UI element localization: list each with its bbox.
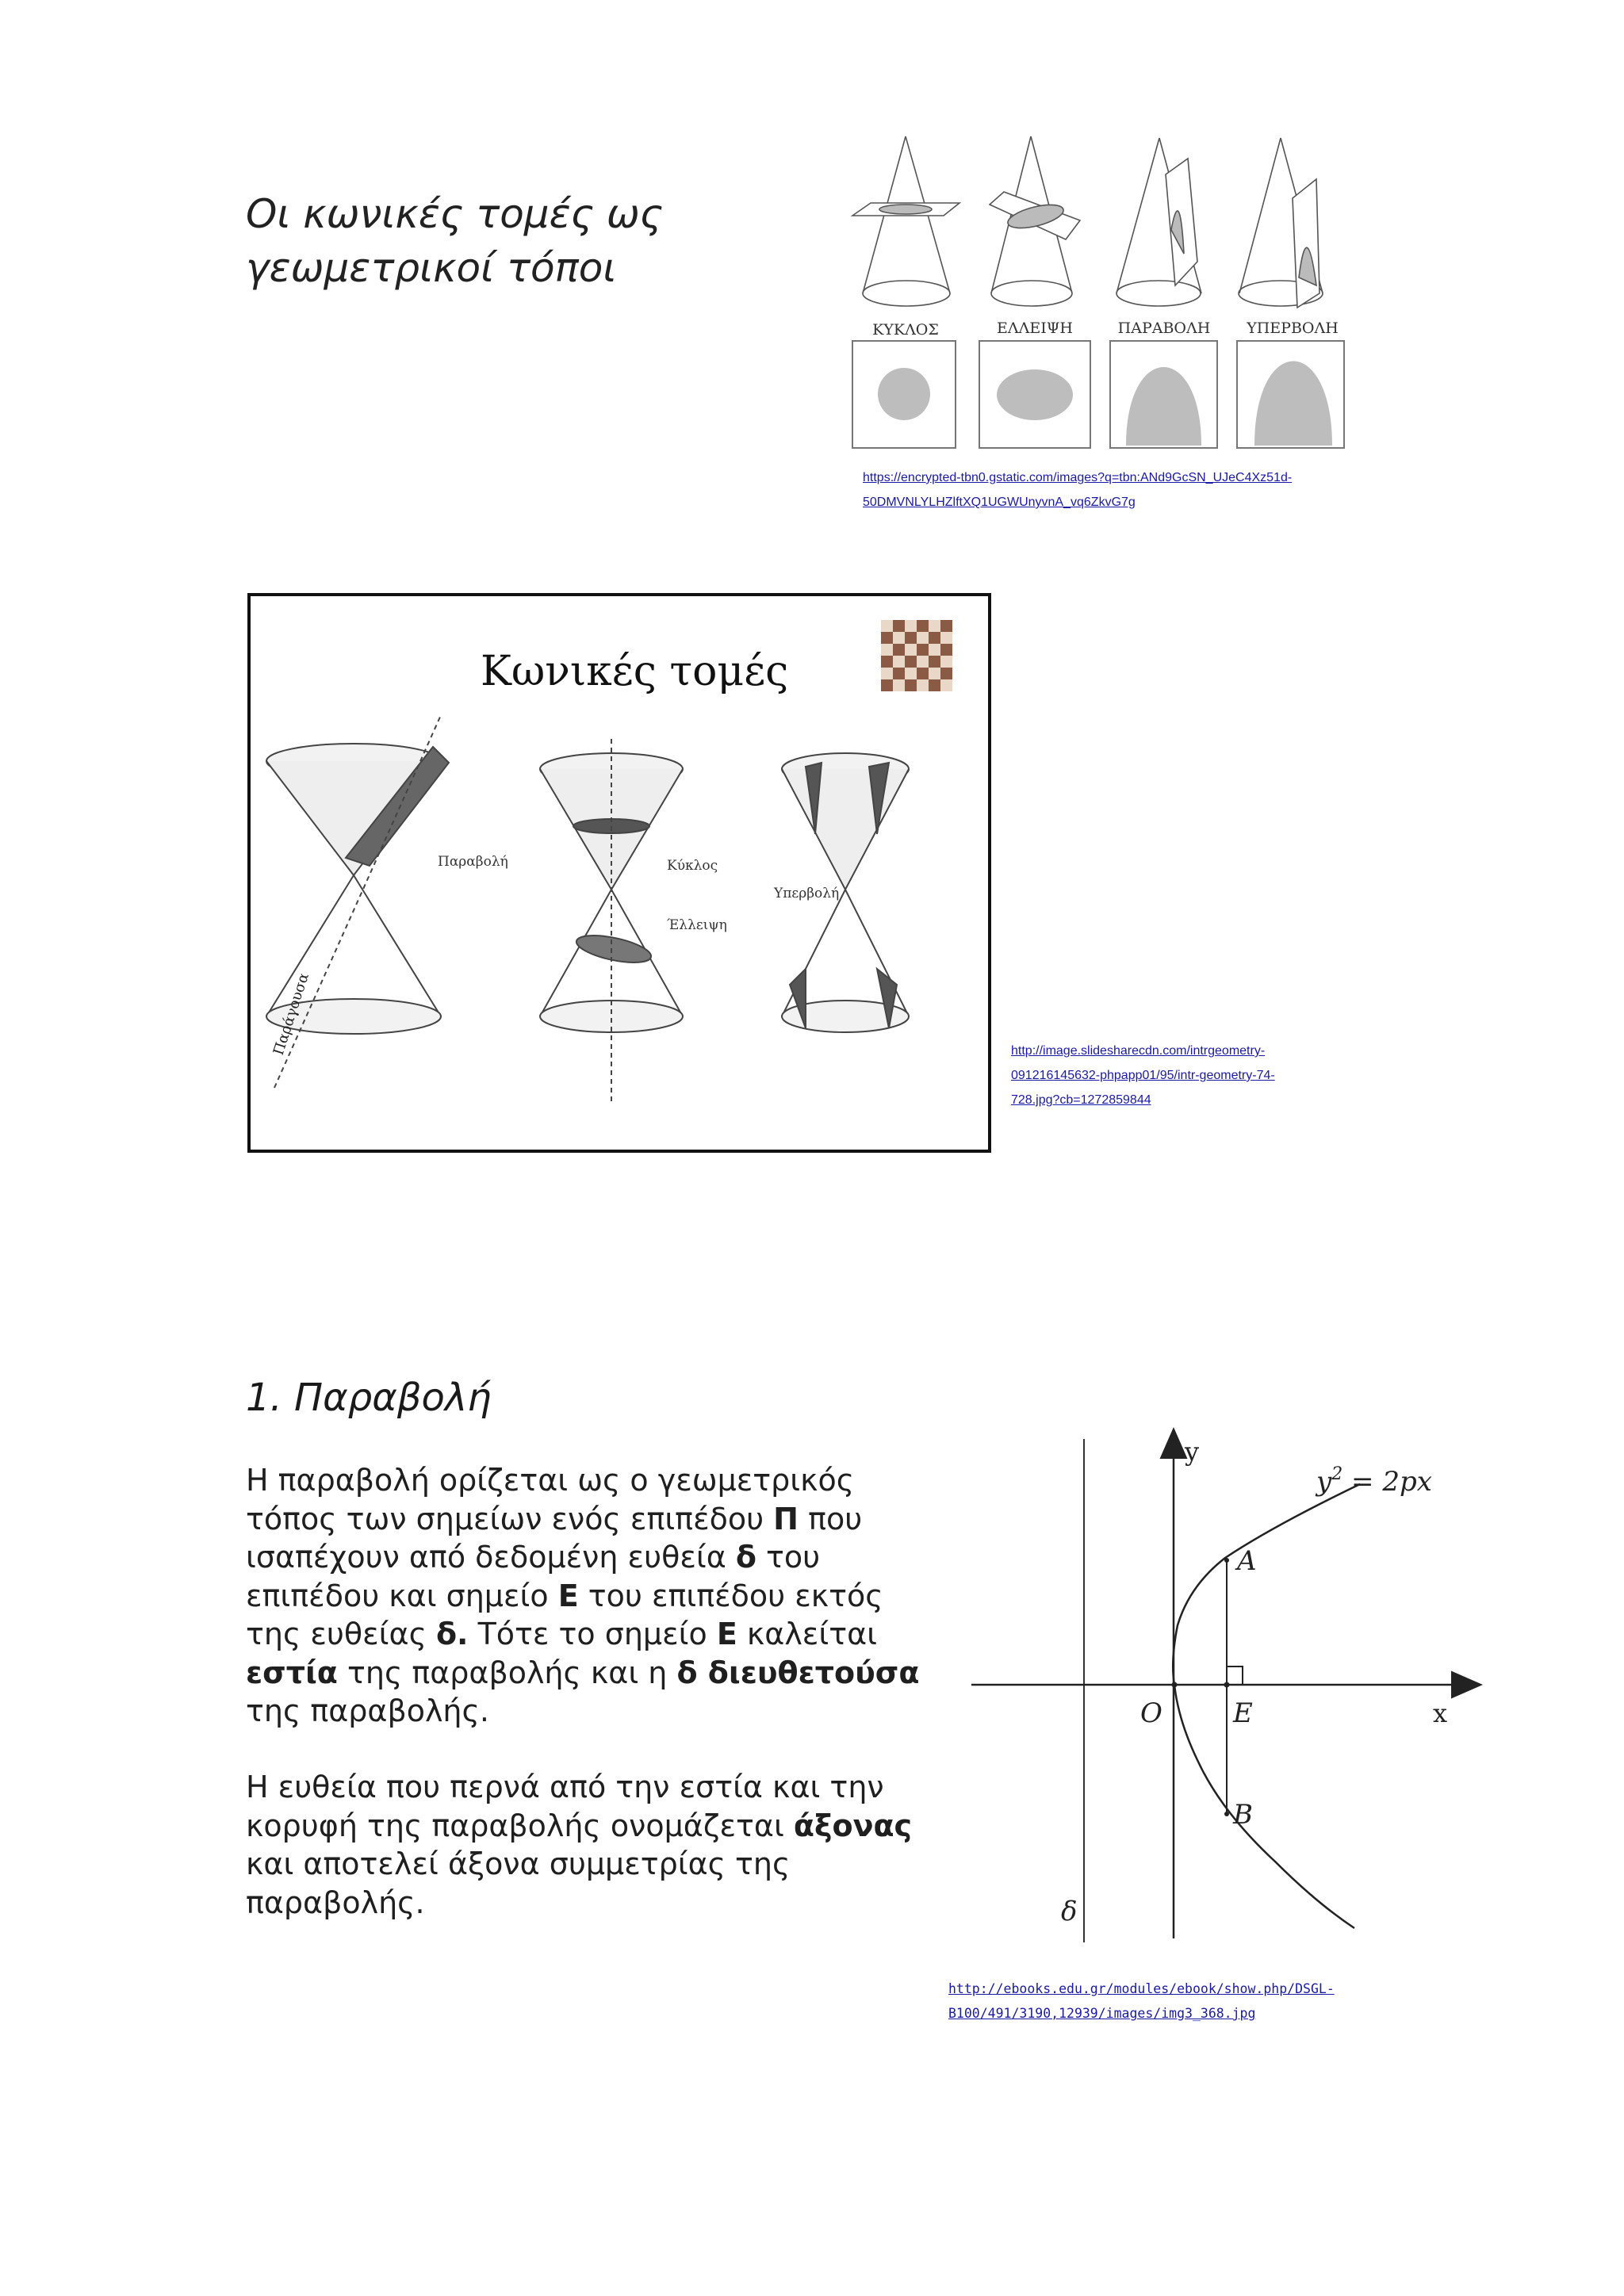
bold-term: δ διευθετούσα — [676, 1655, 920, 1690]
focus-point — [1224, 1682, 1230, 1688]
label-hyperbola: ΥΠΕΡΒΟΛΗ — [1247, 320, 1339, 337]
double-cone-circle-ellipse — [540, 739, 683, 1104]
cone-parabola-section — [1116, 138, 1201, 306]
text-run: Τότε το σημείο — [468, 1617, 717, 1651]
source-link-2-line-2[interactable]: 091216145632-phpapp01/95/intr-geometry-74- — [1011, 1069, 1275, 1082]
page-title-line-2: γεωμετρικοί τόποι — [246, 245, 617, 291]
point-a — [1224, 1558, 1229, 1563]
source-link-1-line-1[interactable]: https://encrypted-tbn0.gstatic.com/images?q=tbn:ANd9GcSN_UJeC4Xz51d- — [863, 471, 1293, 484]
parabola-diagram-drawing — [959, 1427, 1483, 1950]
text-run: και αποτελεί άξονα συμμετρίας της παραβολής. — [246, 1846, 791, 1920]
source-link-1[interactable] — [863, 465, 1386, 515]
point-b — [1224, 1812, 1229, 1816]
right-angle-mark — [1227, 1667, 1243, 1685]
conic-sections-drawing — [848, 127, 1356, 452]
axis-paragraph — [246, 1768, 936, 1922]
ellipse-shape — [997, 369, 1073, 420]
section-heading: 1. Παραβολή — [246, 1376, 492, 1420]
bold-term: δ. — [435, 1617, 469, 1651]
source-link-2[interactable] — [1011, 1039, 1368, 1112]
text-run: Η ευθεία που περνά από την εστία και την κορυφή της παραβολής ονομάζεται — [246, 1770, 884, 1843]
slide-label-ellipse: Έλλειψη — [667, 917, 727, 933]
bold-term: Ε — [557, 1578, 579, 1613]
page-title-line-1: Οι κωνικές τομές ως — [246, 191, 664, 237]
label-delta: δ — [1061, 1896, 1078, 1927]
slide-label-parabola: Παραβολή — [438, 854, 508, 870]
bold-term: Ε — [716, 1617, 737, 1651]
parabola-diagram — [959, 1427, 1483, 1950]
source-link-3[interactable] — [948, 1976, 1464, 2026]
conic-sections-slide-drawing — [251, 596, 988, 1150]
bold-term: δ — [735, 1540, 756, 1575]
text-run: της παραβολής. — [246, 1693, 489, 1728]
label-x-axis: x — [1433, 1698, 1448, 1728]
checkered-cube-icon — [881, 620, 952, 691]
page-title — [246, 187, 722, 295]
cone-circle-section — [852, 136, 959, 306]
bold-term: Π — [773, 1501, 799, 1536]
conic-sections-slide — [247, 593, 991, 1153]
text-run: του επιπέδου εκτός της ευθείας — [246, 1578, 883, 1651]
circle-shape — [878, 368, 930, 420]
source-link-3-line-2[interactable]: B100/491/3190,12939/images/img3_368.jpg — [948, 2006, 1256, 2021]
slide-label-hyperbola: Υπερβολή — [774, 886, 840, 901]
label-circle: ΚΥΚΛΟΣ — [872, 321, 939, 339]
vertex-point — [1172, 1682, 1178, 1688]
label-a: A — [1237, 1545, 1257, 1577]
label-o: O — [1140, 1697, 1162, 1729]
definition-paragraph — [246, 1461, 936, 1731]
bold-term: άξονας — [793, 1808, 913, 1843]
parabola-equation: $y^2 = 2px$ — [1316, 1464, 1432, 1498]
conic-sections-image-1 — [848, 127, 1356, 452]
label-ellipse: ΕΛΛΕΙΨΗ — [997, 320, 1073, 337]
text-run: Η παραβολή ορίζεται ως ο γεωμετρικός τόπος των σημείων ενός επιπέδου — [246, 1463, 855, 1536]
cone-ellipse-section — [990, 136, 1080, 306]
slide-label-generatrix: Παράγουσα — [270, 970, 312, 1058]
cone-hyperbola-section — [1239, 138, 1323, 308]
source-link-3-line-1[interactable]: http://ebooks.edu.gr/modules/ebook/show.php/DSGL- — [948, 1981, 1335, 1996]
label-b: B — [1233, 1799, 1253, 1831]
source-link-1-line-2[interactable]: 50DMVNLYLHZlftXQ1UGWUnyvnA_vq6ZkvG7g — [863, 496, 1136, 509]
text-run: που ισαπέχουν από δεδομένη ευθεία — [246, 1501, 863, 1575]
text-run: του επιπέδου και σημείο — [246, 1540, 821, 1613]
label-y-axis: y — [1185, 1437, 1200, 1467]
text-run: της παραβολής και η — [337, 1655, 677, 1690]
text-run: καλείται — [737, 1617, 877, 1651]
bold-term: εστία — [246, 1655, 338, 1690]
source-link-2-line-3[interactable]: 728.jpg?cb=1272859844 — [1011, 1093, 1151, 1107]
slide-label-circle: Κύκλος — [667, 858, 718, 874]
parabola-curve — [1173, 1484, 1360, 1928]
source-link-2-line-1[interactable]: http://image.slidesharecdn.com/intrgeometry- — [1011, 1044, 1266, 1058]
label-e: E — [1233, 1697, 1253, 1729]
slide-title: Κωνικές τομές — [481, 648, 789, 695]
label-parabola: ΠΑΡΑΒΟΛΗ — [1117, 320, 1211, 337]
